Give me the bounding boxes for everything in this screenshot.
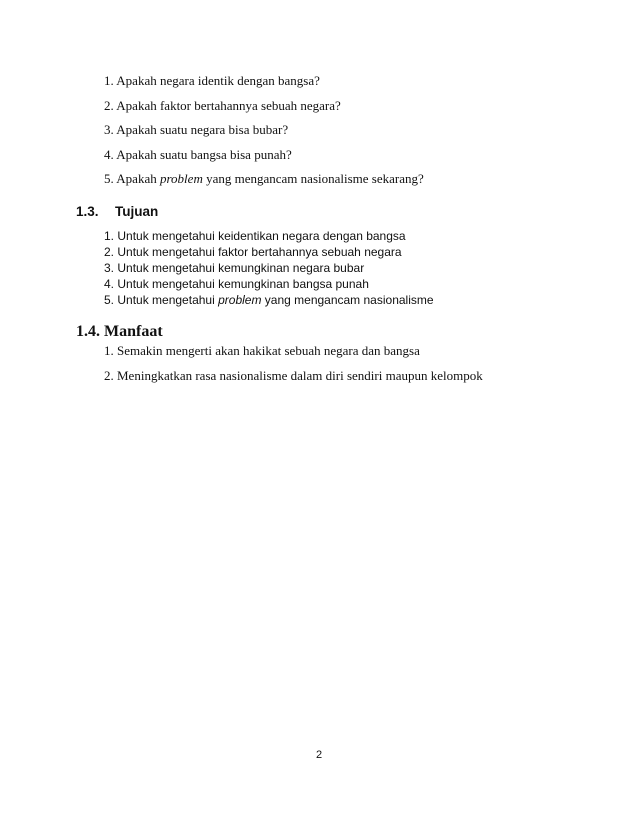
question-item-5 (104, 170, 604, 188)
item-text-rest: yang mengancam nasionalisme (261, 293, 434, 307)
tujuan-item-2 (104, 244, 604, 260)
item-text: Apakah suatu bangsa bisa punah? (116, 146, 292, 162)
item-number: 4. (104, 277, 115, 291)
item-text: Meningkatkan rasa nasionalisme dalam diri sendiri maupun kelompok (117, 367, 483, 383)
item-text: Untuk mengetahui kemungkinan bangsa punah (117, 277, 369, 291)
section-number: 1.3. (76, 204, 99, 219)
item-number: 4. (104, 146, 114, 162)
item-text: Apakah negara identik dengan bangsa? (116, 73, 320, 88)
question-item-3 (104, 121, 604, 139)
manfaat-item-2 (104, 367, 624, 385)
item-text: Untuk mengetahui kemungkinan negara bubar (117, 261, 365, 275)
item-italic-term: problem (218, 293, 262, 307)
section-heading-tujuan (76, 203, 158, 221)
page-number: 2 (315, 749, 323, 761)
tujuan-item-1 (104, 228, 604, 244)
item-italic-term: problem (159, 171, 203, 186)
question-item-2 (104, 97, 604, 115)
section-heading-manfaat: 1.4. Manfaat (76, 323, 163, 340)
item-number: 2. (104, 245, 115, 259)
section-title: Tujuan (115, 204, 159, 219)
question-item-4 (104, 146, 604, 164)
item-text: Semakin mengerti akan hakikat sebuah negara dan bangsa (117, 343, 420, 358)
item-number: 5. (104, 171, 114, 186)
item-text: Apakah faktor bertahannya sebuah negara? (116, 97, 341, 113)
question-item-1 (104, 72, 604, 90)
tujuan-item-4 (104, 276, 604, 292)
tujuan-item-5 (104, 292, 604, 308)
item-number: 3. (104, 261, 115, 275)
tujuan-item-3 (104, 260, 604, 276)
item-text: Untuk mengetahui (117, 293, 219, 307)
item-text: Untuk mengetahui faktor bertahannya sebuah negara (117, 245, 402, 259)
item-number: 1. (104, 73, 114, 88)
item-text: Untuk mengetahui keidentikan negara dengan bangsa (117, 229, 406, 243)
question-list (104, 72, 604, 195)
manfaat-list (104, 342, 624, 391)
item-number: 1. (104, 343, 114, 358)
manfaat-item-1 (104, 342, 624, 360)
item-text-rest: yang mengancam nasionalisme sekarang? (202, 171, 424, 186)
item-number: 2. (104, 97, 114, 113)
item-text: Apakah (116, 171, 160, 186)
item-number: 5. (104, 293, 115, 307)
item-text: Apakah suatu negara bisa bubar? (116, 122, 289, 137)
item-number: 2. (104, 367, 114, 383)
tujuan-list (104, 228, 604, 308)
item-number: 3. (104, 122, 114, 137)
item-number: 1. (104, 229, 115, 243)
